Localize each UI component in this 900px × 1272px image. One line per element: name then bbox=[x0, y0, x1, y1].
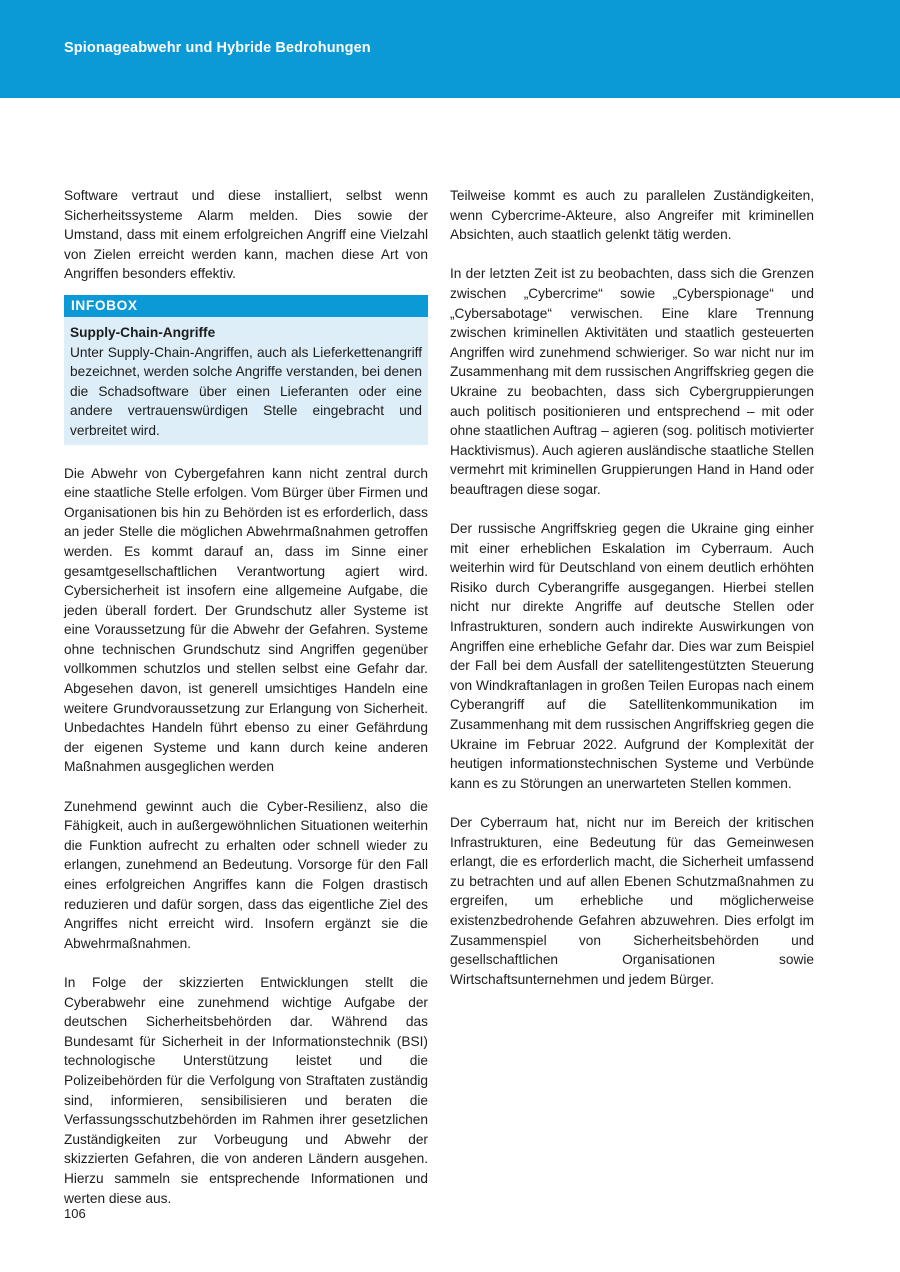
body-paragraph: Zunehmend gewinnt auch die Cyber-Resilienz, also die Fähigkeit, auch in außergewöhnlichen Situationen weiterhin die Funktion aufrecht zu erhalten oder schnell wieder zu erlangen, zunehmend an Bedeutung. Vorsorge für den Fall eines erfolgreichen Angriffes kann die Folgen drastisch reduzieren und dafür sorgen, dass das eigentliche Ziel des Angriffes nicht erreicht wird. Insofern ergänzt sie die Abwehrmaßnahmen. bbox=[64, 798, 428, 951]
body-paragraph: Der Cyberraum hat, nicht nur im Bereich der kritischen Infrastrukturen, eine Bedeutung für das Gemeinwesen erlangt, die es erforderlich macht, die Sicherheit umfassend zu betrachten und auf allen Ebenen Schutzmaßnahmen zu ergreifen, um erhebliche und möglicherweise existenzbedrohende Gefahren abzuwehren. Dies erfolgt im Zusammenspiel von Sicherheitsbehörden und gesellschaftlichen Organisationen sowie Wirtschaftsunternehmen und jedem Bürger. bbox=[450, 815, 814, 987]
page-number: 106 bbox=[64, 1206, 86, 1221]
body-paragraph: In Folge der skizzierten Entwicklungen stellt die Cyberabwehr eine zunehmend wichtige Aufgabe der deutschen Sicherheitsbehörden dar. Während das Bundesamt für Sicherheit in der Informationstechnik (BSI) technologische Unterstützung leistet und die Polizeibehörden für die Verfolgung von Straftaten zuständig sind, informieren, sensibilisieren und beraten die Verfassungsschutzbehörden im Rahmen ihrer gesetzlichen Zuständigkeiten zur Vorbeugung und Abwehr der skizzierten Gefahren, die von anderen Ländern ausgehen. Hierzu sammeln sie entsprechende Informationen und werten diese aus. bbox=[64, 974, 428, 1206]
right-column bbox=[450, 186, 814, 989]
infobox bbox=[64, 295, 428, 445]
left-column bbox=[64, 186, 428, 1208]
body-paragraph: Die Abwehr von Cybergefahren kann nicht zentral durch eine staatliche Stelle erfolgen. Vom Bürger über Firmen und Organisationen bis hin zu Behörden ist es erforderlich, dass an jeder Stelle die möglichen Abwehrmaßnahmen getroffen werden. Es kommt darauf an, dass im Sinne einer gesamtgesellschaftlichen Verantwortung agiert wird. Cybersicherheit ist insofern eine allgemeine Aufgabe, die jeden überall fordert. Der Grundschutz aller Systeme ist eine Voraussetzung für die Abwehr der Gefahren. Systeme ohne technischen Grundschutz sind Angriffen gegenüber vollkommen schutzlos und stellen selbst eine Gefahr dar. Abgesehen davon, ist generell umsichtiges Handeln eine weitere Grundvoraussetzung zur Erlangung von Sicherheit. Unbedachtes Handeln führt ebenso zu einer Gefährdung der eigenen Systeme und kann durch keine anderen Maßnahmen ausgeglichen werden bbox=[64, 465, 428, 775]
body-paragraph: Der russische Angriffskrieg gegen die Ukraine ging einher mit einer erheblichen Eskalation im Cyberraum. Auch weiterhin wird für Deutschland von einem deutlich erhöhten Risiko durch Cyberangriffe ausgegangen. Hierbei stellen nicht nur direkte Angriffe auf deutsche Stellen oder Infrastrukturen, sondern auch indirekte Auswirkungen von Angriffen eine erhebliche Gefahr dar. Dies war zum Beispiel der Fall bei dem Ausfall der satellitengestützten Steuerung von Windkraftanlagen in großen Teilen Europas nach einem Cyberangriff auf die Satellitenkommunikation im Zusammenhang mit dem russischen Angriffskrieg gegen die Ukraine im Februar 2022. Aufgrund der Komplexität der heutigen informationstechnischen Systeme und Verbünde kann es zu Störungen an unerwarteten Stellen kommen. bbox=[450, 521, 814, 791]
intro-paragraph: Software vertraut und diese installiert, selbst wenn Sicherheitssysteme Alarm melden. Dies sowie der Umstand, dass mit einem erfolgreichen Angriff eine Vielzahl von Zielen erreicht werden kann, machen diese Art von Angriffen besonders effektiv. bbox=[64, 188, 428, 282]
header-band bbox=[0, 0, 900, 98]
infobox-text: Unter Supply-Chain-Angriffen, auch als Lieferkettenangriff bezeichnet, werden solche Angriffe verstanden, bei denen die Schadsoftware über einen Lieferanten oder eine andere vertrauenswürdigen Stelle eingebracht und verbreitet wird. bbox=[70, 344, 422, 438]
body-paragraph: In der letzten Zeit ist zu beobachten, dass sich die Grenzen zwischen „Cybercrime“ sowie „Cyberspionage“ und „Cybersabotage“ verwischen. Eine klare Trennung zwischen kriminellen Aktivitäten und staatlich gesteuerten Angriffen wird zunehmend schwieriger. So war nicht nur im Zusammenhang mit dem russischen Angriffskrieg gegen die Ukraine zu beobachten, dass sich Cybergruppierungen auch politisch positionieren und entsprechend – mit oder ohne staatlichen Auftrag – agieren (sog. politisch motivierter Hacktivismus). Auch agieren ausländische staatliche Stellen vermehrt mit kriminellen Gruppierungen Hand in Hand oder beauftragen diese sogar. bbox=[450, 266, 814, 497]
infobox-label: INFOBOX bbox=[64, 295, 428, 317]
running-header-title: Spionageabwehr und Hybride Bedrohungen bbox=[64, 40, 371, 56]
body-paragraph: Teilweise kommt es auch zu parallelen Zuständigkeiten, wenn Cybercrime-Akteure, also Angreifer mit kriminellen Absichten, auch staatlich gelenkt tätig werden. bbox=[450, 188, 814, 243]
infobox-title: Supply-Chain-Angriffe bbox=[70, 324, 216, 340]
infobox-body bbox=[64, 317, 428, 445]
